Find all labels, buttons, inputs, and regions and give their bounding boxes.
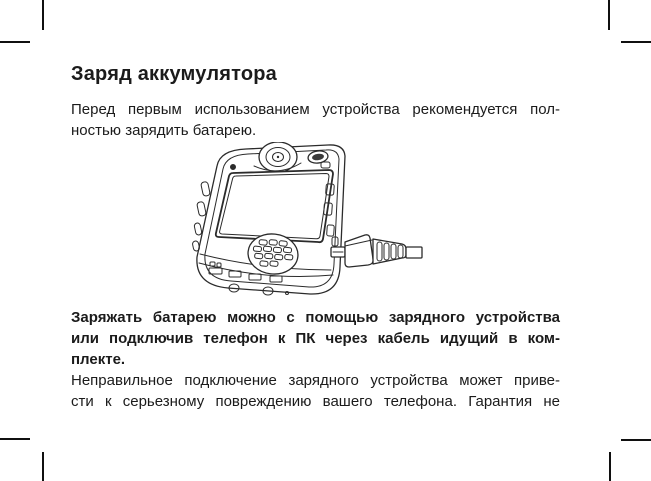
charging-instructions-paragraph [71,307,560,370]
paragraph-line: или подключив телефон к ПК через кабель идущий в ком- [71,330,560,347]
paragraph-line: плекте. [71,351,126,368]
crop-mark-bottom-left-vertical [42,452,44,481]
crop-mark-top-right-horizontal [621,41,651,43]
crop-mark-top-right-vertical [608,0,610,30]
paragraph-line: Неправильное подключение зарядного устройства может приве- [71,372,560,389]
phone-charging-illustration [188,142,428,307]
crop-mark-bottom-left-horizontal [0,438,30,440]
crop-mark-bottom-right-vertical [609,452,611,481]
paragraph-line: Перед первым использованием устройства рекомендуется пол- [71,101,560,118]
paragraph-line: сти к серьезному повреждению вашего телефона. Гарантия не [71,393,560,410]
paragraph-line: Заряжать батарею можно с помощью зарядного устройства [71,309,560,326]
intro-paragraph [71,99,560,141]
phone-with-usb-plug-drawing [188,142,428,307]
crop-mark-top-left-horizontal [0,41,30,43]
paragraph-line: ностью зарядить батарею. [71,122,257,139]
crop-mark-bottom-right-horizontal [621,439,651,441]
warning-paragraph [71,370,560,412]
crop-mark-top-left-vertical [42,0,44,30]
usb-plug-drawing [331,235,422,267]
section-heading: Заряд аккумулятора [71,63,277,85]
